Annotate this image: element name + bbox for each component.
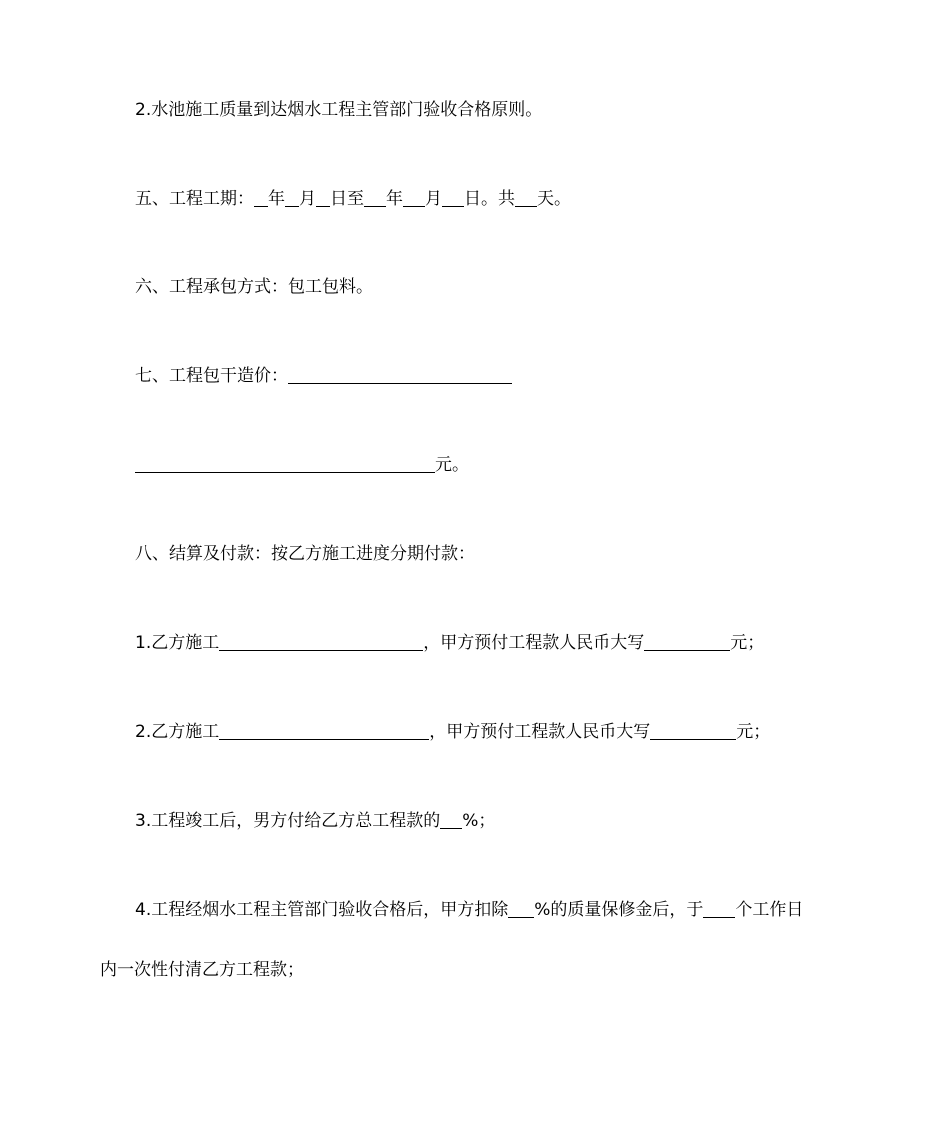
blank-end-day[interactable] [442,186,464,207]
paragraph-text: 2.水池施工质量到达烟水工程主管部门验收合格原则。 [135,100,543,120]
paragraph-contract-price-continued [100,449,895,481]
paragraph-payment-2 [100,716,895,748]
paragraph-text: 内一次性付清乙方工程款； [100,960,304,980]
blank-start-year[interactable] [254,186,268,207]
payment-middle: %的质量保修金后，于 [534,900,704,920]
blank-contract-price-amount[interactable] [135,452,435,473]
blank-construction-stage-2[interactable] [219,719,429,740]
payment-prefix: 4.工程经烟水工程主管部门验收合格后，甲方扣除 [135,900,509,920]
payment-suffix: 元； [736,722,771,742]
paragraph-water-pool-quality [100,94,895,126]
payment-middle: ，甲方预付工程款人民币大写 [429,722,651,742]
year-label: 年 [268,189,285,209]
yuan-label: 元。 [435,455,469,475]
paragraph-payment-4-continued [100,954,860,986]
blank-warranty-percent[interactable] [508,897,534,918]
blank-construction-stage-1[interactable] [219,630,423,651]
percent-suffix: %； [462,811,496,831]
blank-total-days[interactable] [515,186,537,207]
price-label: 七、工程包干造价： [135,366,288,386]
payment-middle: ，甲方预付工程款人民币大写 [423,633,645,653]
blank-end-year[interactable] [364,186,386,207]
blank-completion-percent[interactable] [440,808,462,829]
payment-prefix: 3.工程竣工后，男方付给乙方总工程款的 [135,811,441,831]
day-label: 日。共 [464,189,515,209]
payment-suffix: 元； [730,633,765,653]
paragraph-construction-period [100,183,895,215]
days-label: 天。 [537,189,571,209]
blank-start-month[interactable] [285,186,299,207]
payment-prefix: 2.乙方施工 [135,722,220,742]
paragraph-payment-1 [100,627,895,659]
month-label: 月 [425,189,442,209]
paragraph-text: 八、结算及付款：按乙方施工进度分期付款： [135,544,475,564]
blank-contract-price[interactable] [288,363,512,384]
blank-payment-amount-1[interactable] [644,630,730,651]
paragraph-contract-price [100,360,895,392]
payment-prefix: 1.乙方施工 [135,633,220,653]
paragraph-payment-3 [100,805,895,837]
paragraph-text: 六、工程承包方式：包工包料。 [135,277,373,297]
period-label: 五、工程工期： [135,189,254,209]
blank-payment-amount-2[interactable] [650,719,736,740]
paragraph-payment-4 [100,894,895,926]
month-label: 月 [299,189,316,209]
day-label: 日至 [330,189,364,209]
year-label: 年 [386,189,403,209]
paragraph-contract-method [100,271,895,303]
paragraph-settlement [100,538,895,570]
blank-start-day[interactable] [316,186,330,207]
blank-end-month[interactable] [403,186,425,207]
payment-suffix: 个工作日 [735,900,804,920]
blank-working-days[interactable] [703,897,735,918]
